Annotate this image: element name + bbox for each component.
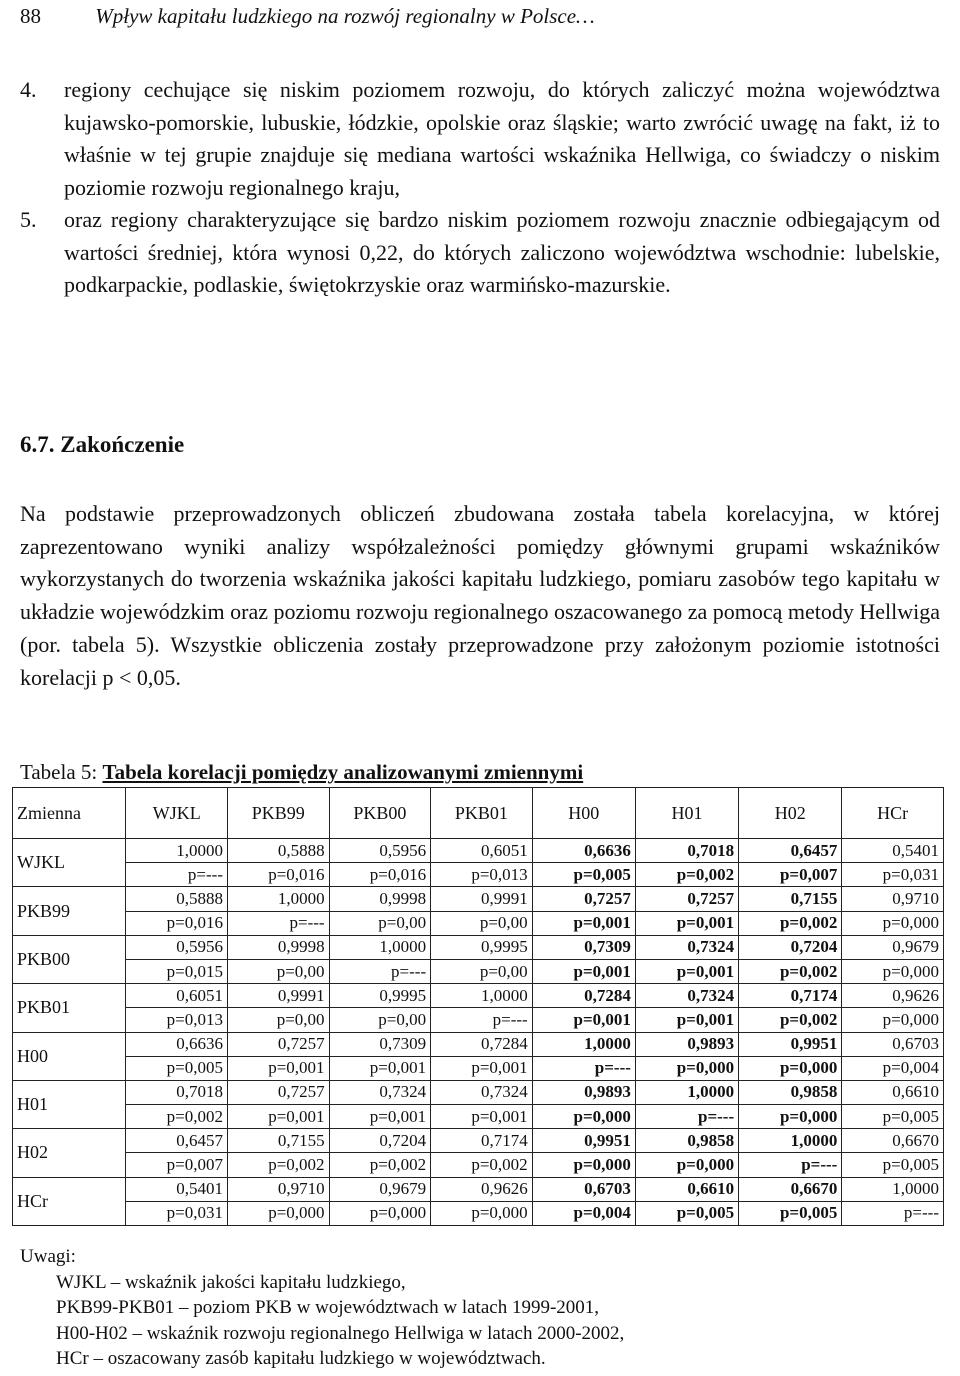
- pvalue-cell: p=---: [532, 1056, 635, 1080]
- note-item: WJKL – wskaźnik jakości kapitału ludzkiego,: [56, 1271, 406, 1293]
- pvalue-cell: p=0,000: [842, 1008, 944, 1032]
- correlation-cell: 0,9626: [431, 1177, 533, 1201]
- pvalue-cell: p=0,015: [126, 959, 228, 983]
- correlation-cell: 1,0000: [228, 887, 330, 911]
- list-item-text: regiony cechujące się niskim poziomem rozwoju, do których zaliczyć można województwa kujawsko-pomorskie, lubuskie, łódzkie, opolskie oraz śląskie; warto zwrócić uwagę na fakt, iż to właśnie w tej grupie znajduje się mediana wartości wskaźnika Hellwiga, co świadczy o niskim poziomie rozwoju regionalnego kraju,: [64, 77, 940, 200]
- pvalue-cell: p=0,001: [228, 1056, 330, 1080]
- correlation-cell: 0,6051: [126, 984, 228, 1008]
- pvalue-cell: p=0,002: [228, 1153, 330, 1177]
- column-header: PKB99: [228, 788, 330, 839]
- correlation-cell: 0,7155: [739, 887, 842, 911]
- table-row-pvalue: [13, 1056, 944, 1080]
- pvalue-cell: p=0,031: [842, 863, 944, 887]
- correlation-cell: 0,9626: [842, 984, 944, 1008]
- correlation-cell: 0,9991: [431, 887, 533, 911]
- correlation-cell: 0,7204: [329, 1129, 431, 1153]
- row-label: PKB01: [13, 984, 126, 1032]
- column-header: PKB01: [431, 788, 533, 839]
- correlation-cell: 0,6636: [532, 839, 635, 863]
- pvalue-cell: p=0,00: [431, 911, 533, 935]
- pvalue-cell: p=0,005: [739, 1201, 842, 1225]
- column-header: H00: [532, 788, 635, 839]
- pvalue-cell: p=0,005: [842, 1153, 944, 1177]
- row-label: WJKL: [13, 839, 126, 887]
- pvalue-cell: p=0,000: [739, 1105, 842, 1129]
- pvalue-cell: p=0,000: [532, 1105, 635, 1129]
- correlation-cell: 0,6670: [842, 1129, 944, 1153]
- correlation-cell: 0,6457: [126, 1129, 228, 1153]
- pvalue-cell: p=0,001: [431, 1056, 533, 1080]
- correlation-cell: 0,6703: [532, 1177, 635, 1201]
- pvalue-cell: p=0,001: [532, 1008, 635, 1032]
- correlation-cell: 0,7257: [532, 887, 635, 911]
- correlation-cell: 0,9951: [739, 1032, 842, 1056]
- correlation-cell: 0,9893: [635, 1032, 738, 1056]
- pvalue-cell: p=0,016: [228, 863, 330, 887]
- pvalue-cell: p=0,000: [228, 1201, 330, 1225]
- correlation-cell: 0,5888: [228, 839, 330, 863]
- correlation-cell: 0,6610: [635, 1177, 738, 1201]
- table-row-correlation: [13, 887, 944, 911]
- pvalue-cell: p=0,00: [431, 959, 533, 983]
- table-row-pvalue: [13, 1008, 944, 1032]
- pvalue-cell: p=0,00: [228, 1008, 330, 1032]
- table-row-pvalue: [13, 959, 944, 983]
- correlation-cell: 0,9710: [842, 887, 944, 911]
- pvalue-cell: p=0,013: [126, 1008, 228, 1032]
- correlation-cell: 0,9858: [635, 1129, 738, 1153]
- pvalue-cell: p=0,002: [739, 1008, 842, 1032]
- correlation-cell: 0,7284: [431, 1032, 533, 1056]
- page-number: 88: [20, 4, 41, 28]
- running-title: Wpływ kapitału ludzkiego na rozwój regionalny w Polsce…: [95, 4, 595, 28]
- correlation-cell: 0,7309: [532, 935, 635, 959]
- correlation-cell: 1,0000: [739, 1129, 842, 1153]
- correlation-cell: 0,7324: [635, 984, 738, 1008]
- correlation-cell: 0,7324: [431, 1080, 533, 1104]
- correlation-cell: 0,6703: [842, 1032, 944, 1056]
- correlation-cell: 1,0000: [842, 1177, 944, 1201]
- pvalue-cell: p=0,001: [329, 1105, 431, 1129]
- pvalue-cell: p=0,000: [532, 1153, 635, 1177]
- pvalue-cell: p=---: [228, 911, 330, 935]
- column-header: H02: [739, 788, 842, 839]
- correlation-cell: 0,9951: [532, 1129, 635, 1153]
- table-row-correlation: [13, 839, 944, 863]
- pvalue-cell: p=0,016: [329, 863, 431, 887]
- pvalue-cell: p=---: [126, 863, 228, 887]
- correlation-cell: 0,5401: [126, 1177, 228, 1201]
- row-label: H01: [13, 1080, 126, 1128]
- correlation-cell: 0,9995: [329, 984, 431, 1008]
- note-item: H00-H02 – wskaźnik rozwoju regionalnego Hellwiga w latach 2000-2002,: [56, 1322, 625, 1344]
- row-label: PKB00: [13, 935, 126, 983]
- pvalue-cell: p=0,001: [431, 1105, 533, 1129]
- correlation-cell: 0,7174: [431, 1129, 533, 1153]
- correlation-cell: 0,5956: [329, 839, 431, 863]
- pvalue-cell: p=---: [635, 1105, 738, 1129]
- correlation-cell: 0,9710: [228, 1177, 330, 1201]
- pvalue-cell: p=0,002: [739, 911, 842, 935]
- correlation-cell: 0,6610: [842, 1080, 944, 1104]
- row-label: PKB99: [13, 887, 126, 935]
- correlation-cell: 0,6636: [126, 1032, 228, 1056]
- pvalue-cell: p=0,001: [635, 911, 738, 935]
- row-label: HCr: [13, 1177, 126, 1225]
- correlation-cell: 0,5401: [842, 839, 944, 863]
- correlation-cell: 0,7284: [532, 984, 635, 1008]
- table-header-row: [13, 788, 944, 839]
- table-row-correlation: [13, 1032, 944, 1056]
- pvalue-cell: p=0,005: [842, 1105, 944, 1129]
- pvalue-cell: p=0,005: [635, 1201, 738, 1225]
- list-item-text: oraz regiony charakteryzujące się bardzo niskim poziomem rozwoju znacznie odbiegającym od wartości średniej, która wynosi 0,22, do których zaliczono województwa wschodnie: lubelskie, podkarpackie, podlaskie, świętokrzyskie oraz warmińsko-mazurskie.: [64, 207, 940, 297]
- pvalue-cell: p=0,00: [329, 911, 431, 935]
- list-item-number: 4.: [20, 77, 37, 102]
- correlation-cell: 1,0000: [126, 839, 228, 863]
- pvalue-cell: p=---: [329, 959, 431, 983]
- correlation-cell: 0,6051: [431, 839, 533, 863]
- pvalue-cell: p=0,004: [842, 1056, 944, 1080]
- table-caption: [20, 760, 583, 785]
- body-paragraph: Na podstawie przeprowadzonych obliczeń zbudowana została tabela korelacyjna, w której zaprezentowano wyniki analizy współzależności pomiędzy głównymi grupami wskaźników wykorzystanych do tworzenia wskaźnika jakości kapitału ludzkiego, pomiaru zasobów tego kapitału w układzie wojewódzkim oraz poziomu rozwoju regionalnego oszacowanego za pomocą metody Hellwiga (por. tabela 5). Wszystkie obliczenia zostały przeprowadzone przy założonym poziomie istotności korelacji p < 0,05.: [20, 501, 941, 690]
- note-item: PKB99-PKB01 – poziom PKB w województwach w latach 1999-2001,: [56, 1297, 600, 1318]
- pvalue-cell: p=0,002: [635, 863, 738, 887]
- pvalue-cell: p=0,001: [532, 959, 635, 983]
- correlation-cell: 0,5956: [126, 935, 228, 959]
- table-row-correlation: [13, 1080, 944, 1104]
- correlation-cell: 0,7155: [228, 1129, 330, 1153]
- pvalue-cell: p=0,001: [635, 1008, 738, 1032]
- table-row-pvalue: [13, 863, 944, 887]
- pvalue-cell: p=0,005: [126, 1056, 228, 1080]
- pvalue-cell: p=0,001: [532, 911, 635, 935]
- column-header: H01: [635, 788, 738, 839]
- pvalue-cell: p=0,000: [842, 911, 944, 935]
- correlation-cell: 0,7257: [228, 1032, 330, 1056]
- correlation-cell: 0,9991: [228, 984, 330, 1008]
- correlation-cell: 0,7257: [635, 887, 738, 911]
- correlation-cell: 0,7324: [635, 935, 738, 959]
- correlation-cell: 1,0000: [329, 935, 431, 959]
- table-row-correlation: [13, 1177, 944, 1201]
- correlation-cell: 0,7018: [635, 839, 738, 863]
- correlation-cell: 0,9893: [532, 1080, 635, 1104]
- correlation-cell: 0,6670: [739, 1177, 842, 1201]
- table-row-pvalue: [13, 911, 944, 935]
- pvalue-cell: p=0,000: [635, 1153, 738, 1177]
- table-caption-prefix: Tabela 5:: [20, 760, 103, 784]
- pvalue-cell: p=0,001: [228, 1105, 330, 1129]
- pvalue-cell: p=0,000: [739, 1056, 842, 1080]
- pvalue-cell: p=0,002: [431, 1153, 533, 1177]
- notes: [20, 1244, 624, 1372]
- correlation-cell: 0,7018: [126, 1080, 228, 1104]
- correlation-cell: 0,6457: [739, 839, 842, 863]
- list-item: [20, 204, 940, 302]
- pvalue-cell: p=0,016: [126, 911, 228, 935]
- table-row-correlation: [13, 935, 944, 959]
- column-header: PKB00: [329, 788, 431, 839]
- correlation-cell: 0,7174: [739, 984, 842, 1008]
- pvalue-cell: p=0,013: [431, 863, 533, 887]
- pvalue-cell: p=0,001: [329, 1056, 431, 1080]
- correlation-table: [12, 787, 944, 1226]
- pvalue-cell: p=0,002: [329, 1153, 431, 1177]
- pvalue-cell: p=0,000: [431, 1201, 533, 1225]
- correlation-cell: 0,9679: [842, 935, 944, 959]
- pvalue-cell: p=0,007: [126, 1153, 228, 1177]
- correlation-cell: 0,7309: [329, 1032, 431, 1056]
- pvalue-cell: p=0,002: [126, 1105, 228, 1129]
- pvalue-cell: p=---: [842, 1201, 944, 1225]
- pvalue-cell: p=0,000: [329, 1201, 431, 1225]
- column-header: HCr: [842, 788, 944, 839]
- row-label: H02: [13, 1129, 126, 1177]
- correlation-cell: 1,0000: [635, 1080, 738, 1104]
- notes-title: Uwagi:: [20, 1246, 76, 1267]
- correlation-cell: 0,9998: [228, 935, 330, 959]
- table-row-pvalue: [13, 1105, 944, 1129]
- row-label: H00: [13, 1032, 126, 1080]
- correlation-cell: 0,5888: [126, 887, 228, 911]
- pvalue-cell: p=0,000: [842, 959, 944, 983]
- section-heading: 6.7. Zakończenie: [20, 432, 185, 457]
- table-row-pvalue: [13, 1201, 944, 1225]
- pvalue-cell: p=0,00: [329, 1008, 431, 1032]
- correlation-cell: 0,7324: [329, 1080, 431, 1104]
- numbered-list: [20, 74, 940, 302]
- correlation-cell: 1,0000: [532, 1032, 635, 1056]
- column-header: WJKL: [126, 788, 228, 839]
- table-row-pvalue: [13, 1153, 944, 1177]
- correlation-cell: 0,7257: [228, 1080, 330, 1104]
- correlation-cell: 0,7204: [739, 935, 842, 959]
- correlation-cell: 0,9858: [739, 1080, 842, 1104]
- pvalue-cell: p=0,001: [635, 959, 738, 983]
- pvalue-cell: p=0,000: [635, 1056, 738, 1080]
- table-row-correlation: [13, 984, 944, 1008]
- correlation-cell: 0,9995: [431, 935, 533, 959]
- table-caption-title: Tabela korelacji pomiędzy analizowanymi zmiennymi: [102, 760, 584, 784]
- pvalue-cell: p=0,031: [126, 1201, 228, 1225]
- correlation-cell: 0,9679: [329, 1177, 431, 1201]
- list-item-number: 5.: [20, 207, 37, 232]
- corner-header: Zmienna: [13, 788, 126, 839]
- page-header: [20, 4, 595, 29]
- correlation-cell: 0,9998: [329, 887, 431, 911]
- note-item: HCr – oszacowany zasób kapitału ludzkiego w województwach.: [56, 1348, 546, 1369]
- table-row-correlation: [13, 1129, 944, 1153]
- pvalue-cell: p=---: [739, 1153, 842, 1177]
- list-item: [20, 74, 940, 204]
- pvalue-cell: p=0,007: [739, 863, 842, 887]
- pvalue-cell: p=---: [431, 1008, 533, 1032]
- correlation-cell: 1,0000: [431, 984, 533, 1008]
- pvalue-cell: p=0,002: [739, 959, 842, 983]
- pvalue-cell: p=0,00: [228, 959, 330, 983]
- pvalue-cell: p=0,005: [532, 863, 635, 887]
- pvalue-cell: p=0,004: [532, 1201, 635, 1225]
